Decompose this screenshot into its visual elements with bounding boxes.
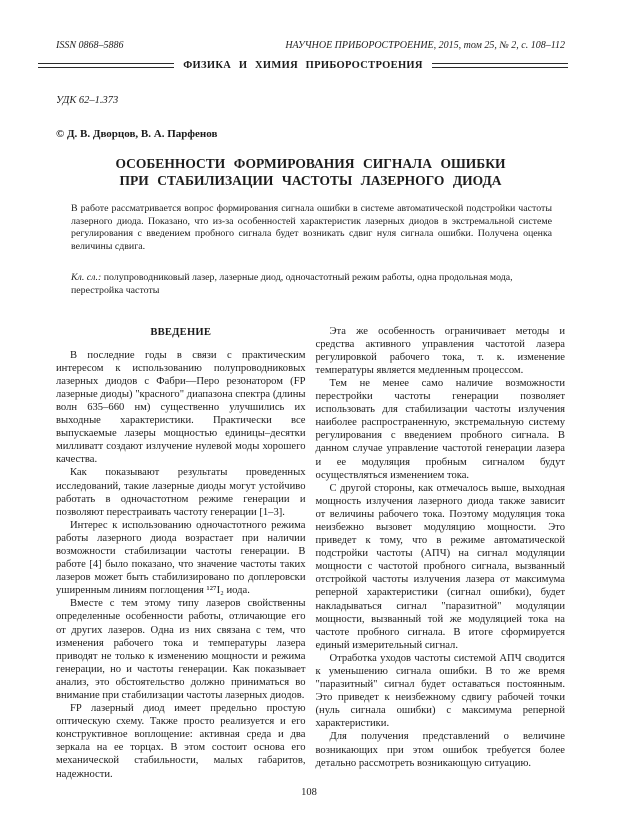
article-title: [56, 155, 565, 189]
journal-reference: НАУЧНОЕ ПРИБОРОСТРОЕНИЕ, 2015, том 25, № 2, с. 108–112: [285, 40, 565, 51]
keywords-line: [71, 272, 552, 297]
issn: ISSN 0868–5886: [56, 40, 124, 51]
right-column: [316, 325, 566, 781]
paragraph: В последние годы в связи с практическим интересом к использованию полупроводниковых лазерных диодов с Фабри—Перо резонатором (FP лазерные диоды) "красного" диапазона спектра (длины волн 635–660 нм) существенно улучшились их выходные характеристики. Практически все выпускаемые лазеры мощностью единицы–десятки милливатт создают излучение нулевой моды хорошего качества.: [56, 349, 306, 466]
double-rule-right: [432, 63, 568, 68]
paragraph: Вместе с тем этому типу лазеров свойственны определенные особенности работы, отличающие его от других лазеров. Одна из них связана с тем, что изменения рабочего тока и температуры лазера приводят не только к изменению мощности и режима генерации, но и частоты генерации. Как показывает анализ, это обстоятельство должно приниматься во внимание при стабилизации частоты лазерных диодов.: [56, 598, 306, 701]
paragraph: Тем не менее само наличие возможности перестройки частоты генерации позволяет использовать для стабилизации частоты излучения наиболее распространенную, экстремальную систему регулирования с введением пробного сигнала. В данном случае управление частотой генерации лазера и ее модуляция пробным сигналом будут осуществляться изменением тока.: [315, 377, 565, 481]
article-title-line2: ПРИ СТАБИЛИЗАЦИИ ЧАСТОТЫ ЛАЗЕРНОГО ДИОДА: [119, 173, 502, 188]
udk-code: УДК 62–1.373: [56, 95, 119, 106]
introduction-heading: ВВЕДЕНИЕ: [150, 326, 212, 338]
paragraph: Интерес к использованию одночастотного режима работы лазерного диода возрастает при наличии возможности стабилизации частоты генерации. В работе [4] было показано, что значение частоты таких лазеров может быть стабилизировано по доплеровски уширенным линиям поглощения ¹²⁷I₂ иода.: [56, 519, 306, 597]
paragraph: Отработка уходов частоты системой АПЧ сводится к уменьшению сигнала ошибки. В то же время "паразитный" сигнал будет оставаться постоянным. Это приведет к неизбежному сдвигу рабочей точки (нуль сигнала ошибки) с максимума реперной характеристики.: [315, 652, 565, 730]
paragraph: Как показывают результаты проведенных исследований, такие лазерные диоды могут устойчиво работать в одночастотном режиме генерации и позволяют перестраивать частоту генерации [1–3].: [56, 467, 306, 518]
article-body: [56, 325, 565, 781]
page-number: 108: [301, 787, 317, 798]
section-title: ФИЗИКА И ХИМИЯ ПРИБОРОСТРОЕНИЯ: [183, 60, 423, 71]
page-header: [56, 40, 565, 51]
double-rule-left: [38, 63, 174, 68]
paragraph: FP лазерный диод имеет предельно простую оптическую схему. Также просто реализуется и его конструктивное воплощение: активная среда и два зеркала на ее торцах. В этом состоит основа его механической стабильности, малых габаритов, надежности.: [56, 703, 306, 780]
keywords-label: Кл. сл.:: [71, 272, 102, 284]
keywords-text: полупроводниковый лазер, лазерные диод, одночастотный режим работы, одна продольная мода, перестройка частоты: [71, 272, 513, 296]
authors-line: © Д. В. Дворцов, В. А. Парфенов: [56, 128, 218, 140]
left-column: [56, 325, 306, 781]
section-header: [38, 60, 568, 71]
paragraph: Эта же особенность ограничивает методы и средства активного управления частотой лазера регулировкой рабочего тока, т. к. изменение температуры является медленным процессом.: [315, 325, 565, 376]
paragraph: С другой стороны, как отмечалось выше, выходная мощность излучения лазерного диода также зависит от величины рабочего тока. Поэтому модуляция тока неизбежно вызовет модуляцию мощности. Это приведет к тому, что в режиме автоматической подстройки частоты (АПЧ) на сигнал модуляции мощности с частотой пробного сигнала, вызванный отстройкой частоты излучения лазера от максимума реперной характеристики (сигнал ошибки), будет накладываться сигнал "паразитной" модуляции мощности, вызванный той же модуляцией тока на частоте пробного сигнала. В итоге сформируется единый измерительный сигнал.: [315, 482, 565, 651]
paragraph: Для получения представлений о величине возникающих при этом ошибок требуется более детально рассмотреть возникающую ситуацию.: [315, 731, 565, 769]
abstract-text: В работе рассматривается вопрос формирования сигнала ошибки в системе автоматической подстройки частоты лазерного диода. Показано, что из-за особенностей характеристик лазерных диодов в экстремальной системе регулирования с введением пробного сигнала будет возникать сдвиг нуля сигнала ошибки. Получена оценка величины сдвига.: [71, 203, 552, 252]
page-footer: [0, 787, 618, 798]
article-title-line1: ОСОБЕННОСТИ ФОРМИРОВАНИЯ СИГНАЛА ОШИБКИ: [115, 156, 506, 171]
